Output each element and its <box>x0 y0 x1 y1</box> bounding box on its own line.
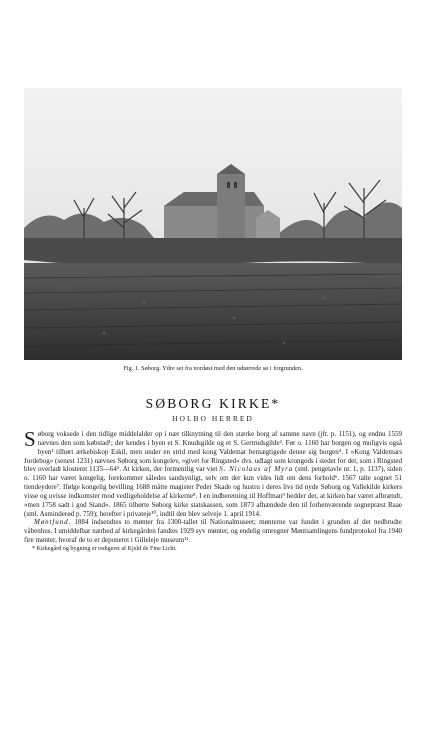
church-photo <box>24 88 402 360</box>
page-subtitle: HOLBO HERRED <box>172 414 254 423</box>
page-title: SØBORG KIRKE* <box>145 396 281 411</box>
editor-footnote: * Kirkegård og bygning er redigeret af Kjeld de Fine Licht. <box>32 545 177 552</box>
coin-finds-text: 1884 indsendtes to mønter fra 1300-tallet til Nationalmuseet; mønterne var fundet i grunden af det nedbrudte våbenhus. I umiddelbar nærhed af kirkegården fandtes 1929 syv mønter, og endelig omregner Møntsamlingens fundprotokol fra 1940 fire mønter, hvoraf de to er deponeret i Gilleleje museum¹¹. <box>24 518 402 545</box>
paragraph-coin-finds <box>24 518 402 545</box>
paragraph-history <box>24 427 402 518</box>
paragraph-history-part-a: øborg voksede i den tidlige middelalder op i nær tilknytning til den stærke borg af samme navn (jfr. p. 1151), og endnu 1559 nævnes den som købstad¹; der kendes i byen et S. Knudsgilde og et S. Gertrudsgilde². Før o. 1160 har borgen og muligvis også byen³ tilhørt ærkebiskop Eskil, men under en strid med kong Valdemar bemægtigede denne sig borgen⁴. I »Kong Valdemars Jordebog« (senest 1231) nævnes Søborg som kongelev, »givet for Ringsted« dvs. udlagt som krongods i stedet for det, som i Ringsted blev overladt klosteret 1135—64⁵. At kirken, der formentlig var viet <box>24 430 402 474</box>
paragraph-history-part-b: (sml. pengetavle nr. 1, p. 1137), siden o. 1160 har været kongelig, forekommer således sandsynligt, selv om der kun vides lidt om dens forhold⁶. 1567 talte sognet 51 tiendeydere⁷. Ifølge kongelig bevilling 1688 måtte magister Peder Skade og hustru i deres livs tid nyde Søborg og Vallekilde kirkers visse og uvisse indkomster mod vedligeholdelse af kirkerne⁸. I en indberetning til Hoffman⁹ hedder det, at kirken har været afbrændt, »men 1758 sadt i god Stand«. 1865 tilhørte Søborg kirke statskassen, som 1873 afhændede den til forhenværende sognepræst Raae (sml. Asminderød p. 759); herefter i privateje¹⁰, indtil den blev selveje 1. april 1914. <box>24 465 402 518</box>
figure-caption: Fig. 1. Søborg. Ydre set fra nordøst med den udtørrede sø i forgrunden. <box>123 365 303 372</box>
coin-finds-label: Møntfund. <box>34 518 72 527</box>
saint-name: S. Nicolaus af Myra <box>219 465 294 474</box>
article-body <box>24 427 402 553</box>
drop-cap: S <box>24 427 36 451</box>
